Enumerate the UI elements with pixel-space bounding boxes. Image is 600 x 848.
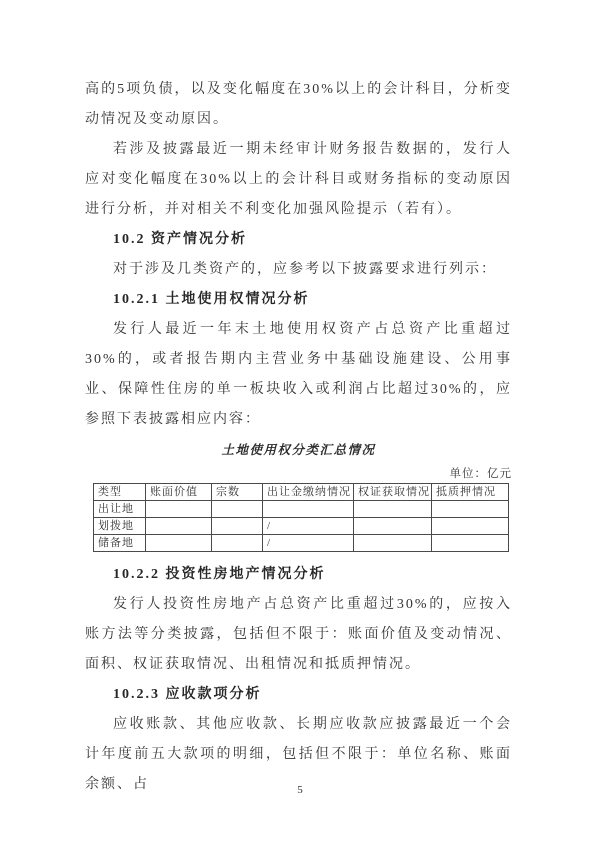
table-header-cell: 权证获取情况 xyxy=(354,484,432,501)
table-row xyxy=(94,535,509,552)
paragraph-receivables: 应收账款、其他应收款、长期应收款应披露最近一个会计年度前五大款项的明细，包括但不限于：单位名称、账面余额、占 xyxy=(85,717,512,792)
table-cell: 储备地 xyxy=(94,535,146,552)
table-unit-label: 单位：亿元 xyxy=(449,468,512,480)
table-cell xyxy=(354,518,432,535)
section-heading-10-2-1: 10.2.1 土地使用权情况分析 xyxy=(113,292,310,307)
table-cell: / xyxy=(263,518,354,535)
table-header-cell: 宗数 xyxy=(212,484,263,501)
section-heading-10-2-2: 10.2.2 投资性房地产情况分析 xyxy=(113,567,326,582)
table-cell: / xyxy=(263,535,354,552)
table-cell xyxy=(354,535,432,552)
table-header-cell: 账面价值 xyxy=(146,484,212,501)
section-heading-10-2: 10.2 资产情况分析 xyxy=(113,232,247,247)
table-header-row xyxy=(94,484,509,501)
table-cell xyxy=(432,535,509,552)
table-cell xyxy=(212,535,263,552)
paragraph-unaudited-data: 若涉及披露最近一期未经审计财务报告数据的，发行人应对变化幅度在30%以上的会计科目或财务指标的变动原因进行分析，并对相关不利变化加强风险提示（若有）。 xyxy=(85,142,512,217)
page-number: 5 xyxy=(297,784,303,796)
section-heading-10-2-3: 10.2.3 应收款项分析 xyxy=(113,687,262,702)
table-header-cell: 抵质押情况 xyxy=(432,484,509,501)
table-cell xyxy=(432,518,509,535)
table-cell xyxy=(146,501,212,518)
land-use-right-table xyxy=(93,483,509,552)
table-cell xyxy=(212,518,263,535)
table-row xyxy=(94,501,509,518)
paragraph-land-use-right: 发行人最近一年末土地使用权资产占总资产比重超过30%的，或者报告期内主营业务中基础设施建设、公用事业、保障性住房的单一板块收入或利润占比超过30%的，应参照下表披露相应内容： xyxy=(85,322,512,427)
table-row xyxy=(94,518,509,535)
table-cell xyxy=(432,501,509,518)
page-content xyxy=(85,75,512,800)
table-cell: 划拨地 xyxy=(94,518,146,535)
table-cell xyxy=(212,501,263,518)
table-cell xyxy=(146,535,212,552)
table-cell: 出让地 xyxy=(94,501,146,518)
table-title: 土地使用权分类汇总情况 xyxy=(221,443,376,457)
paragraph-investment-property: 发行人投资性房地产占总资产比重超过30%的，应按入账方法等分类披露，包括但不限于：账面价值及变动情况、面积、权证获取情况、出租情况和抵质押情况。 xyxy=(85,597,512,672)
paragraph-continuation: 高的5项负债，以及变化幅度在30%以上的会计科目，分析变动情况及变动原因。 xyxy=(85,82,512,127)
table-header-cell: 类型 xyxy=(94,484,146,501)
table-header-cell: 出让金缴纳情况 xyxy=(263,484,354,501)
paragraph-asset-intro: 对于涉及几类资产的，应参考以下披露要求进行列示： xyxy=(113,262,497,277)
table-cell xyxy=(263,501,354,518)
table-cell xyxy=(354,501,432,518)
table-cell xyxy=(146,518,212,535)
